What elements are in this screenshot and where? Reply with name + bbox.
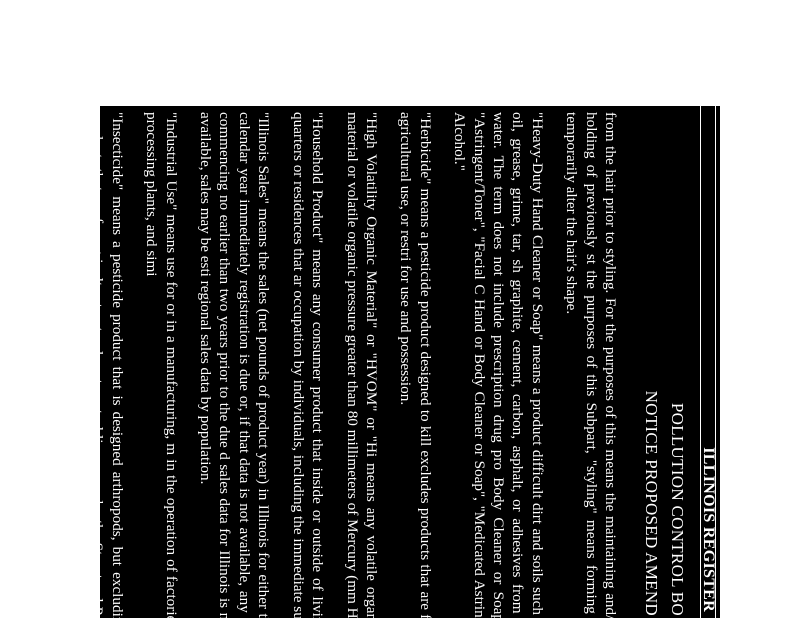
paragraph: "Insecticide" means a pesticide product that is designed arthropods, but excluding products that are for agricultu structural pest control license under the Structural Pest C restricted materials that require a permit for use and poss bbox=[70, 112, 126, 632]
notice-title: NOTICE PROPOSED AMEND bbox=[642, 390, 661, 616]
scanned-page bbox=[70, 106, 720, 632]
paragraph: "Herbicide" means a pesticide product designed to kill excludes products that are for agricultural use, or restri for use and possession. bbox=[397, 112, 434, 632]
paragraph: "Household Product" means any consumer product that inside or outside of living quarters or residences that ar occupation by individuals, including the immediate sur bbox=[289, 112, 327, 632]
body-text bbox=[54, 112, 620, 632]
paragraph: from the hair prior to styling. For the purposes of this means the maintaining and/or holding of previously st the purposes of this Subpart, "styling" means forming to temporarily alter the hair's shape. bbox=[563, 112, 619, 632]
paragraph: "Industrial Use" means use for or in a manufacturing, m in the operation of factories, processing plants, and simi bbox=[143, 112, 180, 632]
register-name: ILLINOIS REGISTER bbox=[700, 447, 717, 612]
paragraph: "Heavy-Duty Hand Cleaner or Soap" means a product difficult dirt and soils such as oil, grease, grime, tar, sh graphite, cement, carbon, asphalt, or adhesives from th water. The term does not include prescription drug pro Body Cleaner or Soap", "Astringent/Toner", "Facial C Hand or Body Cleaner or Soap", "Medicated Astringe Alcohol." bbox=[451, 112, 546, 632]
rotated-content bbox=[70, 106, 720, 632]
board-name: POLLUTION CONTROL BO bbox=[668, 402, 687, 616]
paragraph: "High Volatility Organic Material" or "HVOM" or "Hi means any volatile organic material or volatile organic pressure greater than 80 millimeters of Mercury (mm H bbox=[343, 112, 380, 632]
paragraph: "Illinois Sales" means the sales (net pounds of product year) in Illinois for either the calendar year immediately registration is due or, if that data is not available, any co commencing no earlier than two years prior to the due d sales data for Illinois is not available, sales may be esti regional sales data by population. bbox=[197, 112, 273, 632]
